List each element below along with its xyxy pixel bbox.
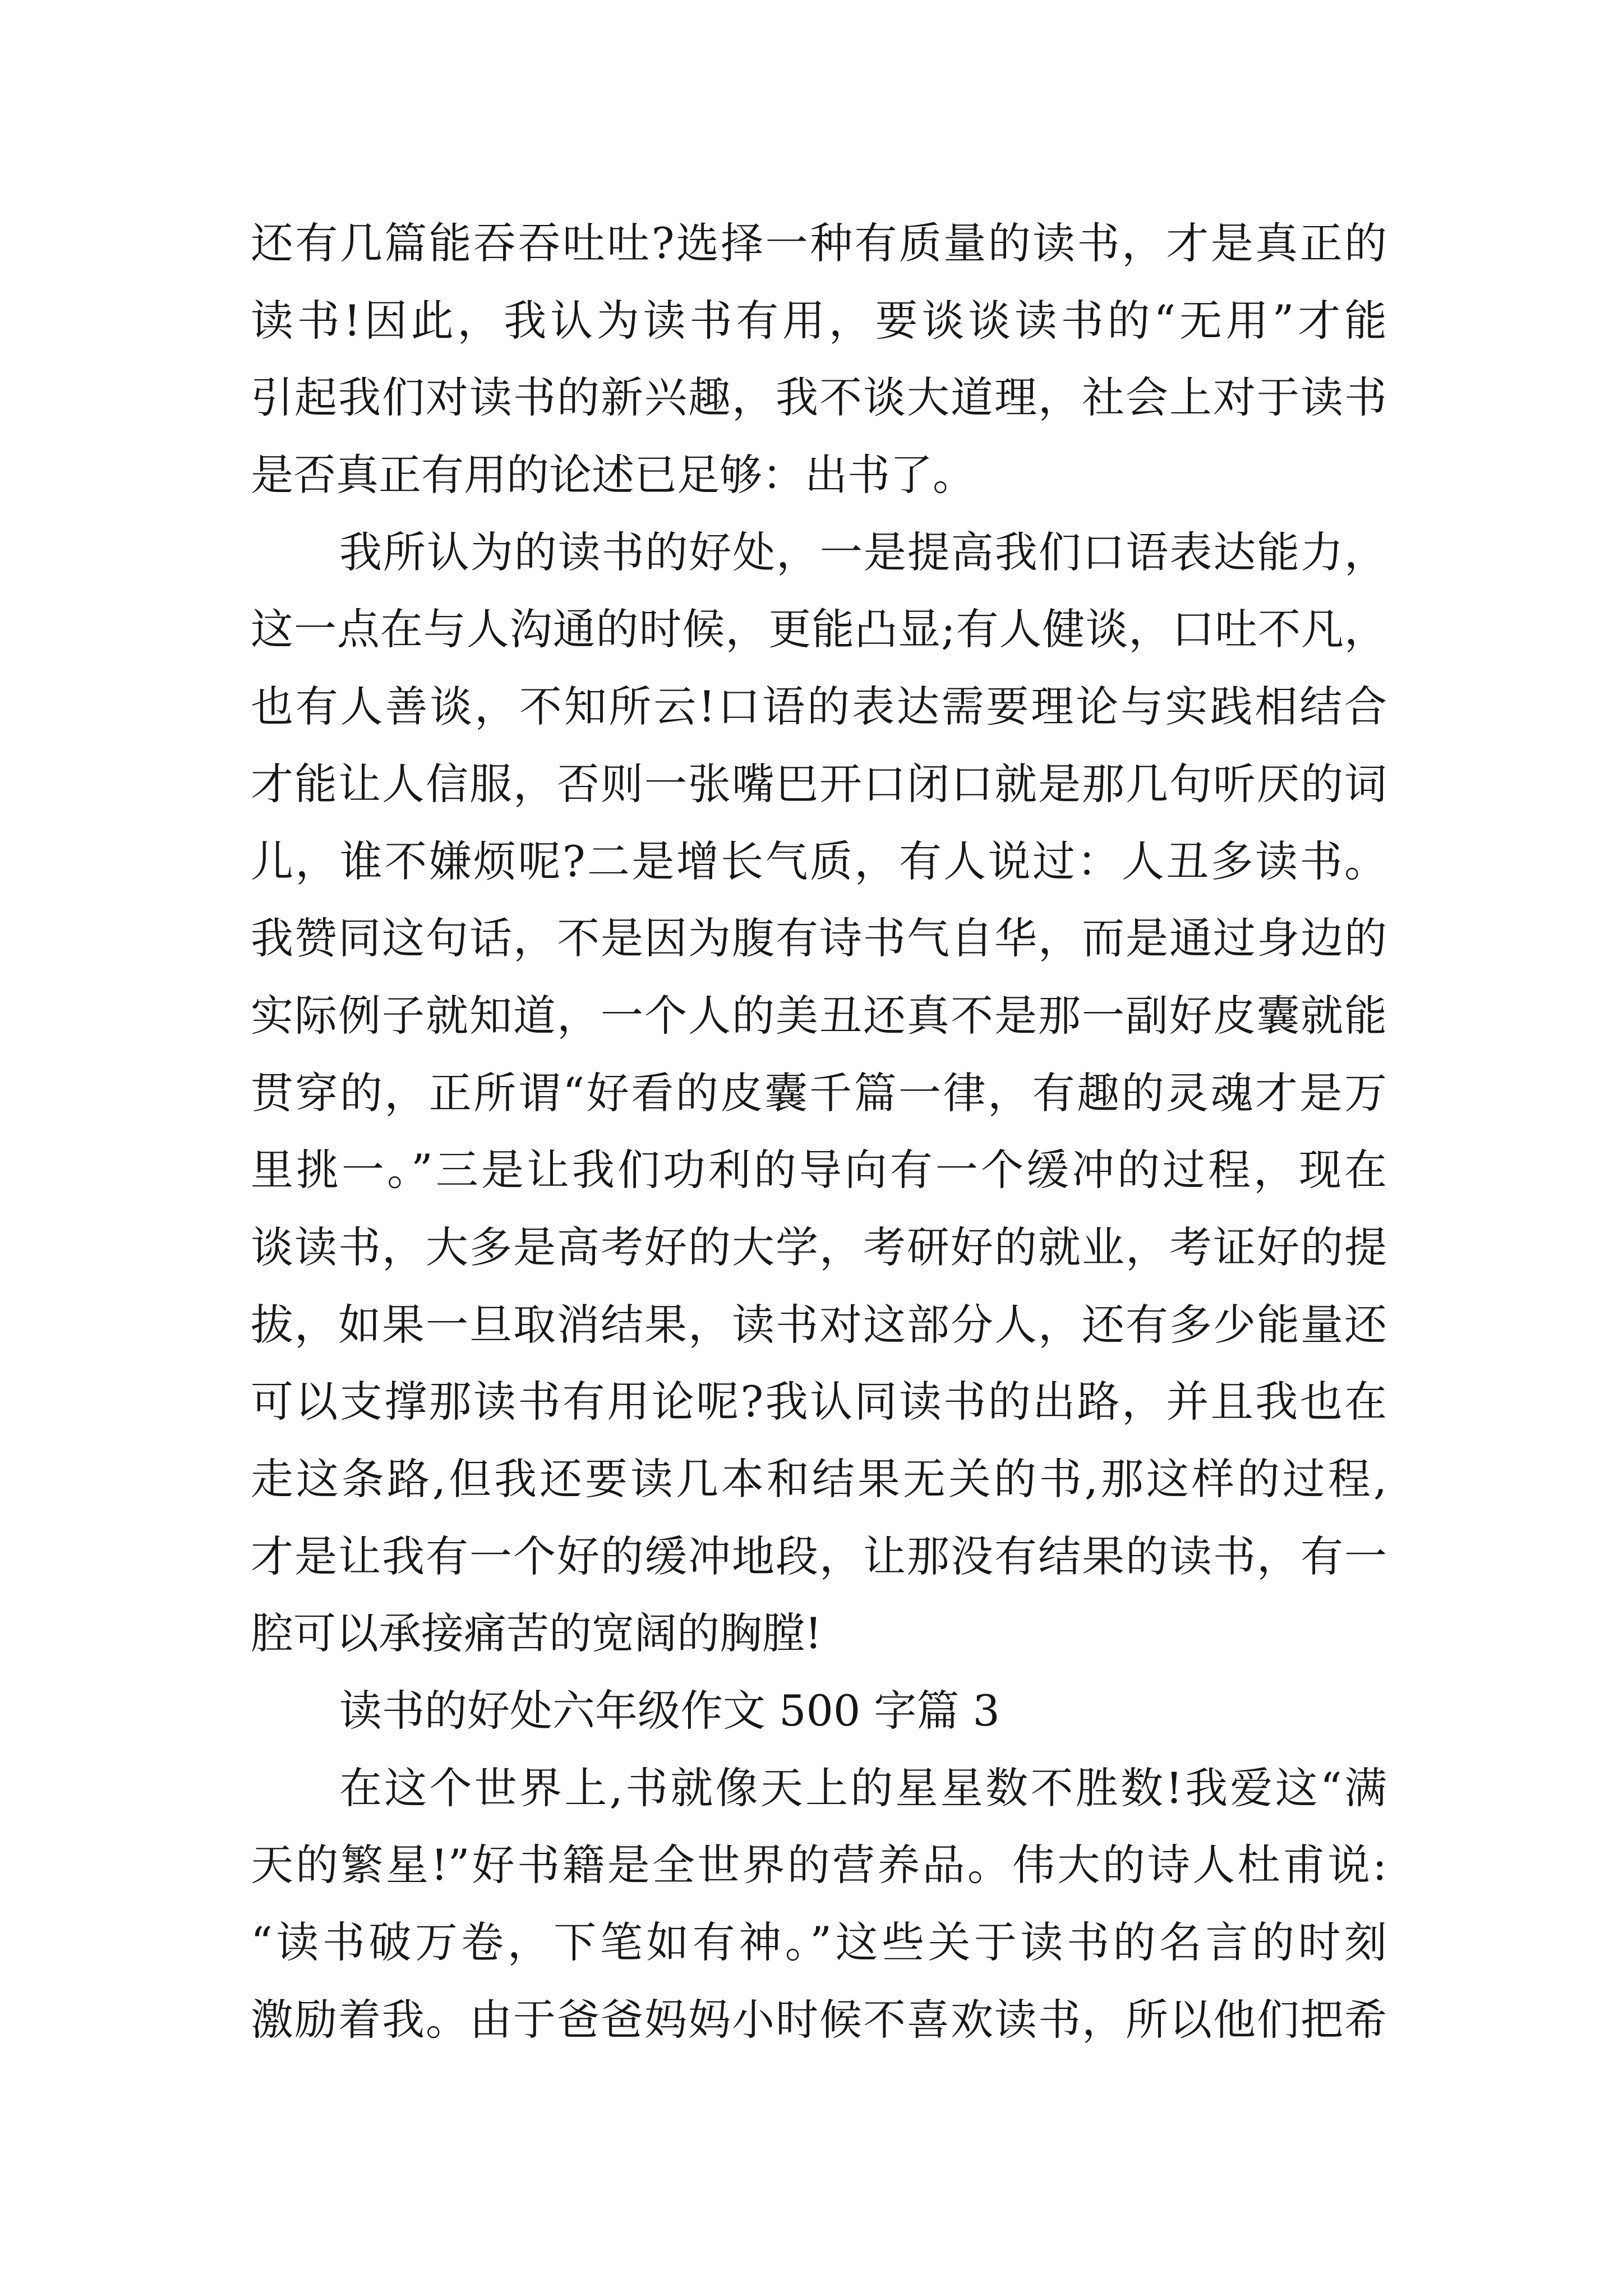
text-line: 我赞同这句话，不是因为腹有诗书气自华，而是通过身边的 [251, 913, 1387, 964]
text-line: 里挑一。”三是让我们功利的导向有一个缓冲的过程，现在 [251, 1145, 1387, 1195]
text-line: 也有人善谈，不知所云!口语的表达需要理论与实践相结合 [251, 682, 1387, 732]
text-line: 这一点在与人沟通的时候，更能凸显;有人健谈，口吐不凡， [251, 604, 1387, 655]
text-line: 拔，如果一旦取消结果，读书对这部分人，还有多少能量还 [251, 1299, 1387, 1350]
text-line: 才能让人信服，否则一张嘴巴开口闭口就是那几句听厌的词 [251, 758, 1387, 809]
text-line: 腔可以承接痛苦的宽阔的胸膛! [251, 1608, 822, 1659]
text-line: 实际例子就知道，一个人的美丑还真不是那一副好皮囊就能 [251, 990, 1387, 1041]
text-line: 谈读书，大多是高考好的大学，考研好的就业，考证好的提 [251, 1222, 1387, 1272]
text-line: 儿，谁不嫌烦呢?二是增长气质，有人说过：人丑多读书。 [251, 836, 1387, 886]
text-line: 激励着我。由于爸爸妈妈小时候不喜欢读书，所以他们把希 [251, 1994, 1387, 2045]
text-line: 可以支撑那读书有用论呢?我认同读书的出路，并且我也在 [251, 1377, 1387, 1427]
text-line: 贯穿的，正所谓“好看的皮囊千篇一律，有趣的灵魂才是万 [251, 1068, 1387, 1118]
text-line: “读书破万卷，下笔如有神。”这些关于读书的名言的时刻 [251, 1917, 1387, 1968]
text-line: 引起我们对读书的新兴趣，我不谈大道理，社会上对于读书 [251, 372, 1387, 423]
text-line: 走这条路,但我还要读几本和结果无关的书,那这样的过程, [251, 1454, 1387, 1504]
text-line: 才是让我有一个好的缓冲地段，让那没有结果的读书，有一 [251, 1531, 1387, 1581]
section-heading: 读书的好处六年级作文 500 字篇 3 [339, 1686, 1000, 1736]
text-line: 是否真正有用的论述已足够：出书了。 [251, 450, 975, 500]
text-line: 读书!因此，我认为读书有用，要谈谈读书的“无用”才能 [251, 295, 1387, 346]
paragraph-first-line: 我所认为的读书的好处，一是提高我们口语表达能力， [339, 527, 1387, 577]
paragraph-first-line: 在这个世界上,书就像天上的星星数不胜数!我爱这“满 [339, 1763, 1387, 1813]
text-line: 还有几篇能吞吞吐吐?选择一种有质量的读书，才是真正的 [251, 218, 1387, 268]
body-text [251, 205, 1387, 2059]
text-line: 天的繁星!”好书籍是全世界的营养品。伟大的诗人杜甫说: [251, 1840, 1387, 1890]
